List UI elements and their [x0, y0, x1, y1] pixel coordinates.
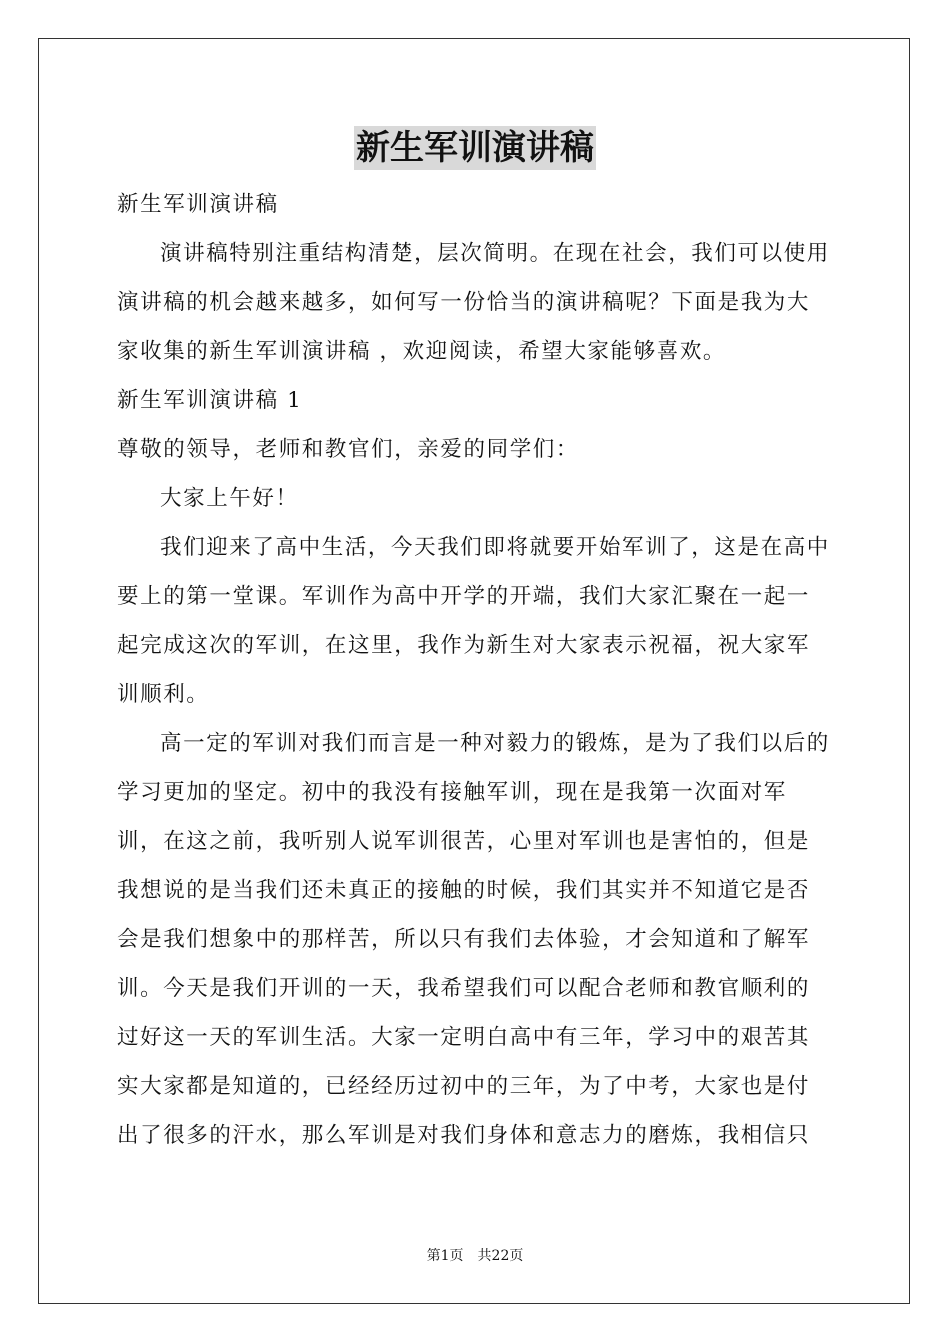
paragraph: 新生军训演讲稿: [117, 192, 279, 217]
document-body: [117, 180, 833, 1160]
document-title-container: [0, 126, 950, 174]
page-number: 第1页 共22页: [426, 1248, 524, 1264]
salutation: 尊敬的领导，老师和教官们，亲爱的同学们：: [117, 437, 580, 462]
paragraph: 高一定的军训对我们而言是一种对毅力的锻炼，是为了我们以后的学习更加的坚定。初中的我没有接触军训，现在是我第一次面对军训，在这之前，我听别人说军训很苦，心里对军训也是害怕的，但是我想说的是当我们还未真正的接触的时候，我们其实并不知道它是否会是我们想象中的那样苦，所以只有我们去体验，才会知道和了解军训。今天是我们开训的一天，我希望我们可以配合老师和教官顺利的过好这一天的军训生活。大家一定明白高中有三年，学习中的艰苦其实大家都是知道的，已经经历过初中的三年，为了中考，大家也是付出了很多的汗水，那么军训是对我们身体和意志力的磨炼，我相信只: [117, 731, 830, 1148]
section-heading: 新生军训演讲稿 1: [117, 388, 303, 413]
paragraph: 演讲稿特别注重结构清楚，层次简明。在现在社会，我们可以使用演讲稿的机会越来越多，如何写一份恰当的演讲稿呢？下面是我为大家收集的新生军训演讲稿 ，欢迎阅读，希望大家能够喜欢。: [117, 241, 830, 364]
page-footer: [0, 1245, 950, 1265]
paragraph: 我们迎来了高中生活，今天我们即将就要开始军训了，这是在高中要上的第一堂课。军训作为高中开学的开端，我们大家汇聚在一起一起完成这次的军训，在这里，我作为新生对大家表示祝福，祝大家军训顺利。: [117, 535, 830, 707]
greeting: 大家上午好！: [160, 486, 299, 511]
document-title: 新生军训演讲稿: [356, 128, 594, 168]
